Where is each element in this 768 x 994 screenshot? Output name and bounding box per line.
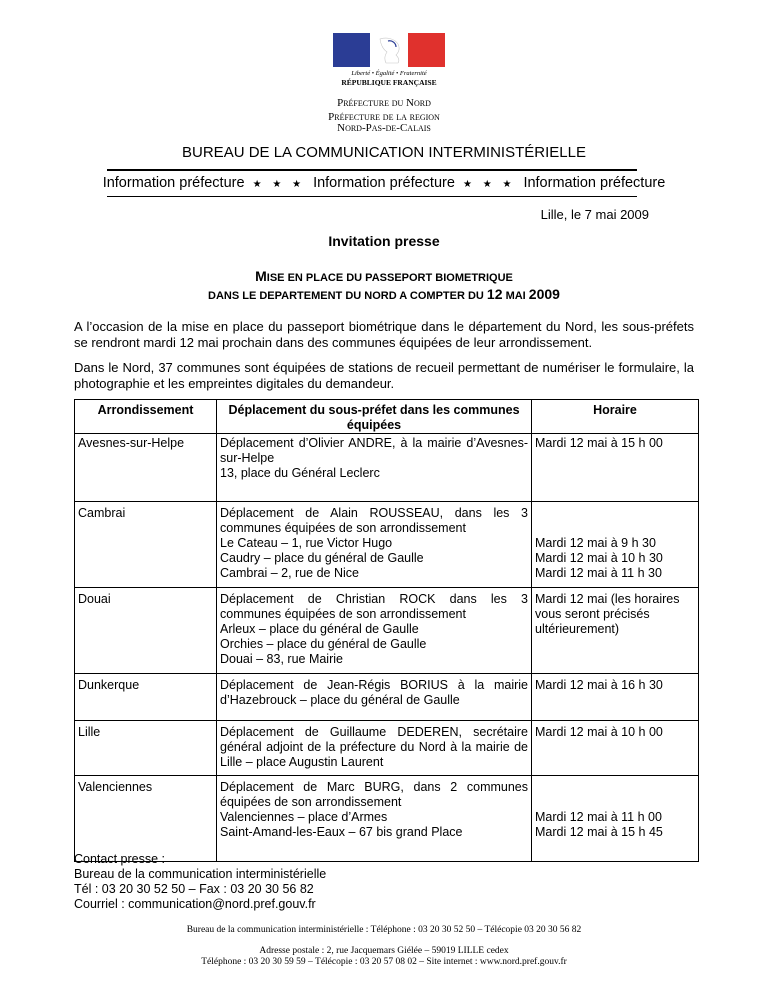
star-separator: ★ ★ ★: [252, 179, 306, 190]
footer-address: Adresse postale : 2, rue Jacquemars Giélée – 59019 LILLE cedex: [259, 946, 509, 956]
deplacement-line: Valenciennes – place d’Armes: [220, 810, 388, 824]
cell-arrondissement: Avesnes-sur-Helpe: [75, 434, 217, 502]
cell-deplacement: [217, 776, 532, 862]
deplacement-line: Saint-Amand-les-Eaux – 67 bis grand Place: [220, 825, 463, 839]
cell-arrondissement: Dunkerque: [75, 674, 217, 721]
cell-horaire: [532, 434, 699, 502]
tricolor-flag: [333, 33, 445, 67]
logo-republique-francaise: RÉPUBLIQUE FRANÇAISE: [341, 78, 437, 87]
cell-arrondissement: Lille: [75, 721, 217, 776]
stations-paragraph: Dans le Nord, 37 communes sont équipées de stations de recueil permettant de numériser le formulaire, la photographie et les empreintes digitales du demandeur.: [74, 360, 694, 391]
table-header-row: [75, 400, 699, 434]
deplacement-line: Déplacement de Guillaume DEDEREN, secrétaire général adjoint de la préfecture du Nord à la mairie de Lille – place Augustin Laurent: [220, 725, 528, 769]
republique-francaise-logo: [333, 33, 445, 91]
deplacement-line: Déplacement de Alain ROUSSEAU, dans les 3 communes équipées de son arrondissement: [220, 506, 528, 535]
table-row: [75, 588, 699, 674]
deplacement-line: Déplacement de Christian ROCK dans les 3 communes équipées de son arrondissement: [220, 592, 528, 621]
header-deplacement: Déplacement du sous-préfet dans les communes équipées: [217, 400, 532, 434]
deplacement-line: Arleux – place du général de Gaulle: [220, 622, 419, 636]
contact-heading: Contact presse :: [74, 852, 166, 866]
flag-blue-band: [333, 33, 370, 67]
subject-line-2: [0, 286, 768, 302]
table-row: [75, 434, 699, 502]
subject-line-1-text: ISE EN PLACE DU PASSEPORT BIOMETRIQUE: [266, 272, 513, 284]
press-contact: [74, 852, 326, 912]
header-arrondissement: Arrondissement: [75, 400, 217, 434]
horaire-line: [535, 506, 695, 521]
table-row: [75, 502, 699, 588]
cell-arrondissement: Valenciennes: [75, 776, 217, 862]
contact-email: Courriel : communication@nord.pref.gouv.fr: [74, 897, 316, 911]
deplacement-line: Cambrai – 2, rue de Nice: [220, 566, 359, 580]
deplacement-line: Douai – 83, rue Mairie: [220, 652, 343, 666]
star-separator: ★ ★ ★: [462, 179, 516, 190]
contact-bureau: Bureau de la communication interministérielle: [74, 867, 327, 881]
information-prefecture-banner: [0, 175, 768, 191]
cell-deplacement: [217, 721, 532, 776]
marianne-profile-icon: [376, 35, 406, 65]
cell-arrondissement: Cambrai: [75, 502, 217, 588]
cell-horaire: [532, 502, 699, 588]
info-label: Information préfecture: [523, 175, 666, 191]
cell-deplacement: [217, 434, 532, 502]
footer-contact: Téléphone : 03 20 30 59 59 – Télécopie : 03 20 57 08 02 – Site internet : www.nord.pref.gouv.fr: [201, 957, 567, 967]
horaire-line: [535, 780, 695, 795]
horaire-line: Mardi 12 mai à 11 h 00: [535, 810, 662, 824]
table-row: [75, 674, 699, 721]
invitation-title: Invitation presse: [328, 233, 440, 249]
deplacement-line: Déplacement de Marc BURG, dans 2 communes équipées de son arrondissement: [220, 780, 528, 809]
horaire-line: Mardi 12 mai à 9 h 30: [535, 536, 656, 550]
cell-horaire: [532, 588, 699, 674]
footer-bureau-line: Bureau de la communication interministérielle : Téléphone : 03 20 30 52 50 – Télécopie 03 20 30 56 82: [186, 925, 582, 935]
date-line: Lille, le 7 mai 2009: [540, 207, 649, 222]
deplacement-line: Caudry – place du général de Gaulle: [220, 551, 424, 565]
contact-phone-fax: Tél : 03 20 30 52 50 – Fax : 03 20 30 56 82: [74, 882, 314, 896]
subject-line-1: [0, 268, 768, 284]
schedule-table: [74, 399, 699, 862]
cell-deplacement: [217, 502, 532, 588]
horaire-line: Mardi 12 mai à 10 h 00: [535, 725, 663, 739]
subject-month: MAI: [505, 290, 526, 302]
intro-paragraph: A l’occasion de la mise en place du passeport biométrique dans le département du Nord, les sous-préfets se rendront mardi 12 mai prochain dans des communes équipées de leur arrondissement.: [74, 319, 694, 350]
cell-deplacement: [217, 588, 532, 674]
horaire-line: Mardi 12 mai à 16 h 30: [535, 678, 663, 692]
cell-deplacement: [217, 674, 532, 721]
bureau-title: BUREAU DE LA COMMUNICATION INTERMINISTÉRIELLE: [182, 144, 586, 161]
deplacement-line: 13, place du Général Leclerc: [220, 466, 380, 480]
deplacement-line: Déplacement d’Olivier ANDRE, à la mairie d’Avesnes-sur-Helpe: [220, 436, 528, 465]
header-rule-top: [107, 169, 637, 171]
horaire-line: Mardi 12 mai à 10 h 30: [535, 551, 663, 565]
cell-arrondissement: Douai: [75, 588, 217, 674]
deplacement-line: Déplacement de Jean-Régis BORIUS à la mairie d’Hazebrouck – place du général de Gaulle: [220, 678, 528, 707]
table-row: [75, 721, 699, 776]
subject-line-2-text: DANS LE DEPARTEMENT DU NORD A COMPTER DU: [208, 290, 484, 302]
info-label: Information préfecture: [313, 175, 455, 191]
subject-initial: M: [255, 268, 267, 284]
header-rule-bottom: [107, 196, 637, 197]
cell-horaire: [532, 721, 699, 776]
cell-horaire: [532, 674, 699, 721]
prefecture-region: Préfecture de la region: [328, 111, 440, 123]
footer-address-block: [0, 946, 768, 968]
subject-day: 12: [486, 286, 503, 302]
deplacement-line: Orchies – place du général de Gaulle: [220, 637, 427, 651]
horaire-line: Mardi 12 mai à 15 h 00: [535, 436, 663, 450]
flag-white-band: [370, 33, 408, 67]
cell-horaire: [532, 776, 699, 862]
horaire-line: [535, 521, 695, 536]
flag-red-band: [408, 33, 445, 67]
prefecture-nord: Préfecture du Nord: [337, 97, 431, 109]
horaire-line: Mardi 12 mai à 15 h 45: [535, 825, 663, 839]
region-name: Nord-Pas-de-Calais: [337, 122, 431, 134]
horaire-line: Mardi 12 mai à 11 h 30: [535, 566, 662, 580]
subject-year: 2009: [528, 286, 560, 302]
table-row: [75, 776, 699, 862]
logo-motto: Liberté • Égalité • Fraternité: [351, 70, 427, 77]
horaire-line: [535, 795, 695, 810]
header-horaire: Horaire: [532, 400, 699, 434]
info-label: Information préfecture: [102, 175, 245, 191]
deplacement-line: Le Cateau – 1, rue Victor Hugo: [220, 536, 393, 550]
horaire-line: Mardi 12 mai (les horaires vous seront précisés ultérieurement): [535, 592, 680, 636]
